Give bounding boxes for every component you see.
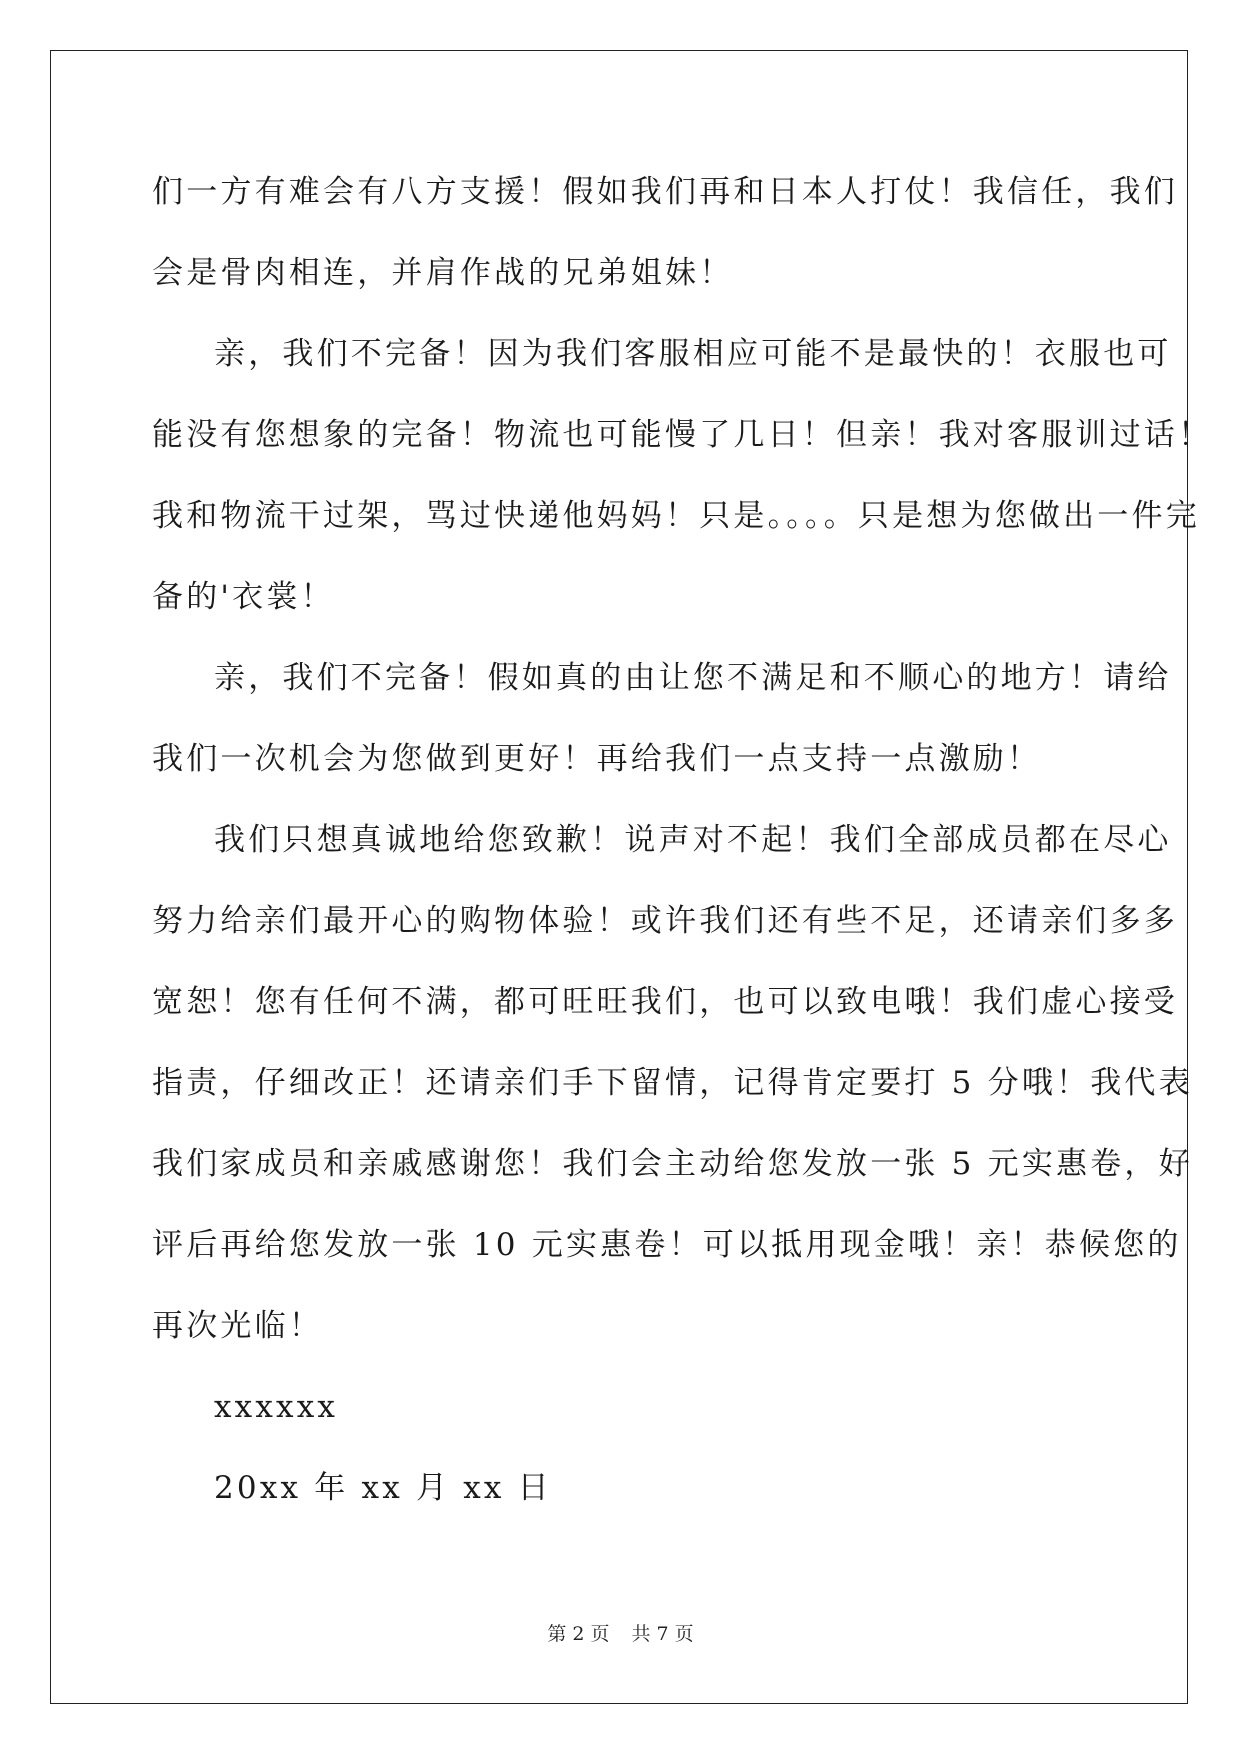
date-line: 20xx 年 xx 月 xx 日 [214, 1470, 552, 1506]
text-line-13: 我们家成员和亲戚感谢您！我们会主动给您发放一张 5 元实惠卷，好 [152, 1146, 1193, 1182]
text-line-2: 会是骨肉相连，并肩作战的兄弟姐妹！ [152, 255, 734, 291]
text-line-5: 我和物流干过架，骂过快递他妈妈！只是。。。。只是想为您做出一件完 [152, 498, 1200, 534]
text-line-12: 指责，仔细改正！还请亲们手下留情，记得肯定要打 5 分哦！我代表 [152, 1065, 1193, 1101]
text-line-9: 我们只想真诚地给您致歉！说声对不起！我们全部成员都在尽心 [214, 822, 1172, 858]
text-line-7: 亲，我们不完备！假如真的由让您不满足和不顺心的地方！请给 [214, 660, 1172, 696]
text-line-15: 再次光临！ [152, 1308, 323, 1344]
page-footer [0, 1622, 1241, 1646]
text-line-10: 努力给亲们最开心的购物体验！或许我们还有些不足，还请亲们多多 [152, 903, 1178, 939]
signature-line: xxxxxx [214, 1389, 339, 1425]
document-body [152, 152, 1213, 1529]
text-line-1: 们一方有难会有八方支援！假如我们再和日本人打仗！我信任，我们 [152, 174, 1178, 210]
text-line-6: 备的'衣裳！ [152, 579, 335, 615]
page-total: 共 7 页 [631, 1623, 694, 1645]
text-line-4: 能没有您想象的完备！物流也可能慢了几日！但亲！我对客服训过话！ [152, 417, 1213, 453]
text-line-11: 宽恕！您有任何不满，都可旺旺我们，也可以致电哦！我们虚心接受 [152, 984, 1178, 1020]
text-line-8: 我们一次机会为您做到更好！再给我们一点支持一点激励！ [152, 741, 1042, 777]
text-line-14: 评后再给您发放一张 10 元实惠卷！可以抵用现金哦！亲！恭候您的 [152, 1227, 1182, 1263]
page-number: 第 2 页 [547, 1623, 610, 1645]
text-line-3: 亲，我们不完备！因为我们客服相应可能不是最快的！衣服也可 [214, 336, 1172, 372]
